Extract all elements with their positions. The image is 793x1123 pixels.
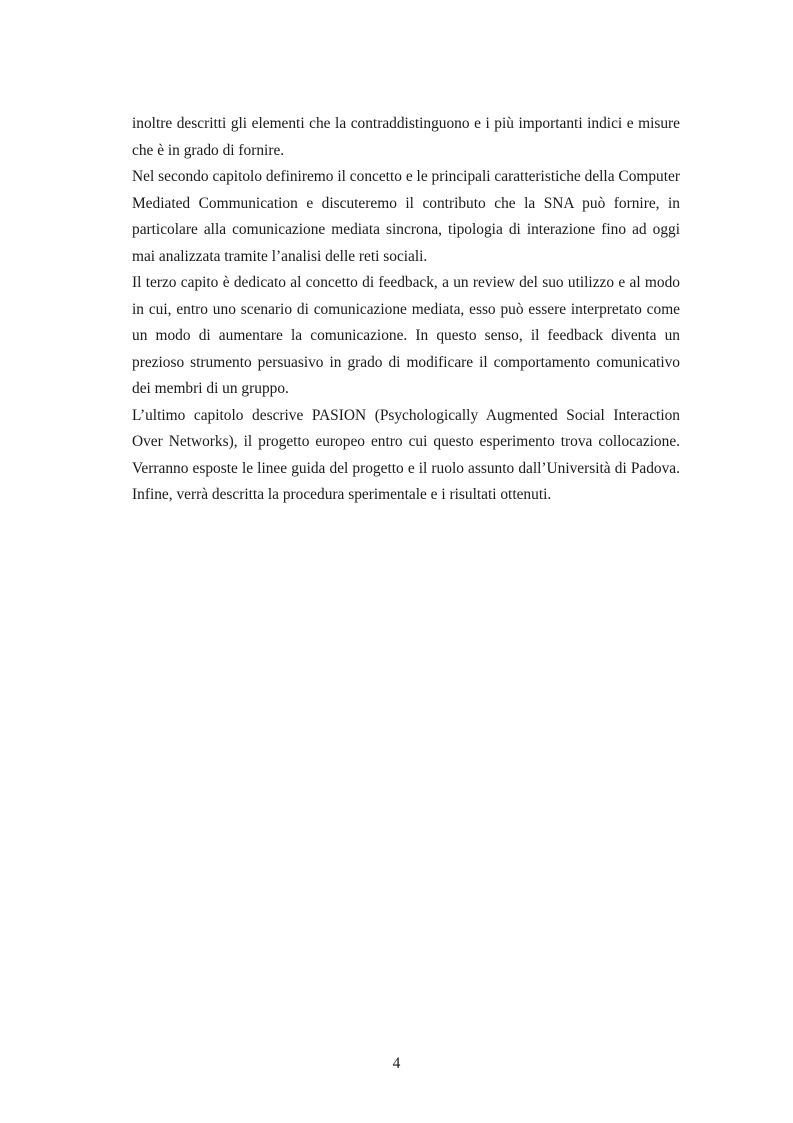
page-number: 4 bbox=[392, 1055, 401, 1072]
paragraph-last-chapter: L’ultimo capitolo descrive PASION (Psychologically Augmented Social Interaction Over Networks), il progetto europeo entro cui questo esperimento trova collocazione. Verranno esposte le linee guida del progetto e il ruolo assunto dall’Università di Padova. Infine, verrà descritta la procedura sperimentale e i risultati ottenuti. bbox=[132, 406, 680, 503]
paragraph-second-chapter: Nel secondo capitolo definiremo il concetto e le principali caratteristiche della Computer Mediated Communication e discuteremo il contributo che la SNA può fornire, in particolare alla comunicazione mediata sincrona, tipologia di interazione fino ad oggi mai analizzata tramite l’analisi delle reti sociali. bbox=[132, 168, 680, 265]
body-text bbox=[132, 111, 680, 509]
paragraph-third-chapter: Il terzo capito è dedicato al concetto di feedback, a un review del suo utilizzo e al modo in cui, entro uno scenario di comunicazione mediata, esso può essere interpretato come un modo di aumentare la comunicazione. In questo senso, il feedback diventa un prezioso strumento persuasivo in grado di modificare il comportamento comunicativo dei membri di un gruppo. bbox=[132, 274, 680, 397]
paragraph-intro-continuation: inoltre descritti gli elementi che la contraddistinguono e i più importanti indici e misure che è in grado di fornire. bbox=[132, 115, 680, 159]
